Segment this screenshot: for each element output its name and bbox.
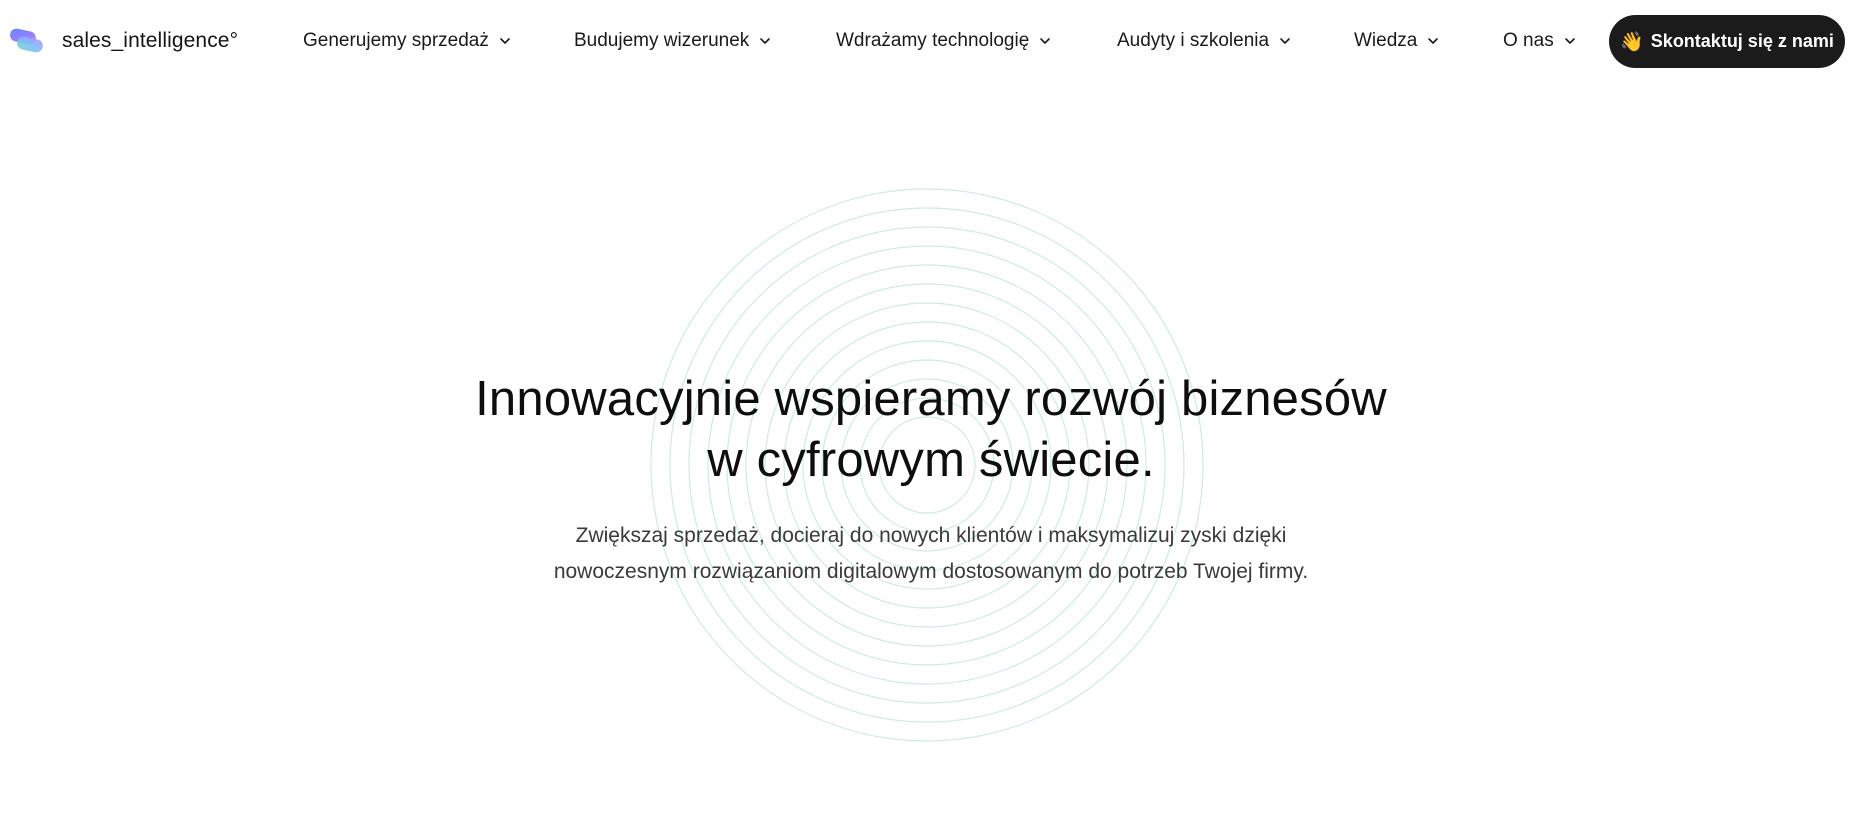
chevron-down-icon — [1426, 34, 1440, 48]
contact-us-button[interactable] — [1609, 15, 1845, 68]
nav-item-label: Generujemy sprzedaż — [303, 30, 489, 51]
chevron-down-icon — [758, 34, 772, 48]
nav-item-label: Wiedza — [1354, 30, 1418, 51]
hero-subtitle-line-1: Zwiększaj sprzedaż, docieraj do nowych klientów i maksymalizuj zyski dzięki — [575, 524, 1287, 547]
nav-item-o-nas[interactable] — [1503, 28, 1577, 54]
nav-item-label: Budujemy wizerunek — [574, 30, 750, 51]
hero-title-line-2: w cyfrowym świecie. — [707, 433, 1155, 487]
nav-item-generujemy-sprzedaz[interactable] — [303, 28, 512, 54]
nav-item-wiedza[interactable] — [1354, 28, 1440, 54]
chevron-down-icon — [1038, 34, 1052, 48]
nav-item-audyty-i-szkolenia[interactable] — [1117, 28, 1292, 54]
nav-item-wdrazamy-technologie[interactable] — [836, 28, 1052, 54]
chevron-down-icon — [498, 34, 512, 48]
brand-name: sales_intelligence° — [62, 29, 239, 52]
top-navbar — [0, 0, 1863, 84]
hero-subtitle — [431, 518, 1431, 590]
hero-section — [0, 84, 1863, 822]
nav-item-label: O nas — [1503, 30, 1554, 51]
logo-link[interactable] — [9, 27, 238, 55]
nav-item-budujemy-wizerunek[interactable] — [574, 28, 772, 54]
nav-item-label: Audyty i szkolenia — [1117, 30, 1270, 51]
hero-title-line-1: Innowacyjnie wspieramy rozwój biznesów — [475, 372, 1387, 426]
chevron-down-icon — [1563, 34, 1577, 48]
nav-item-label: Wdrażamy technologię — [836, 30, 1030, 51]
waving-hand-icon: 👋 — [1620, 31, 1644, 53]
hero-subtitle-line-2: nowoczesnym rozwiązaniom digitalowym dostosowanym do potrzeb Twojej firmy. — [553, 560, 1309, 583]
chevron-down-icon — [1278, 34, 1292, 48]
hero-title — [331, 369, 1531, 491]
brand-logo-icon — [9, 27, 45, 55]
contact-us-label: Skontaktuj się z nami — [1650, 31, 1834, 51]
